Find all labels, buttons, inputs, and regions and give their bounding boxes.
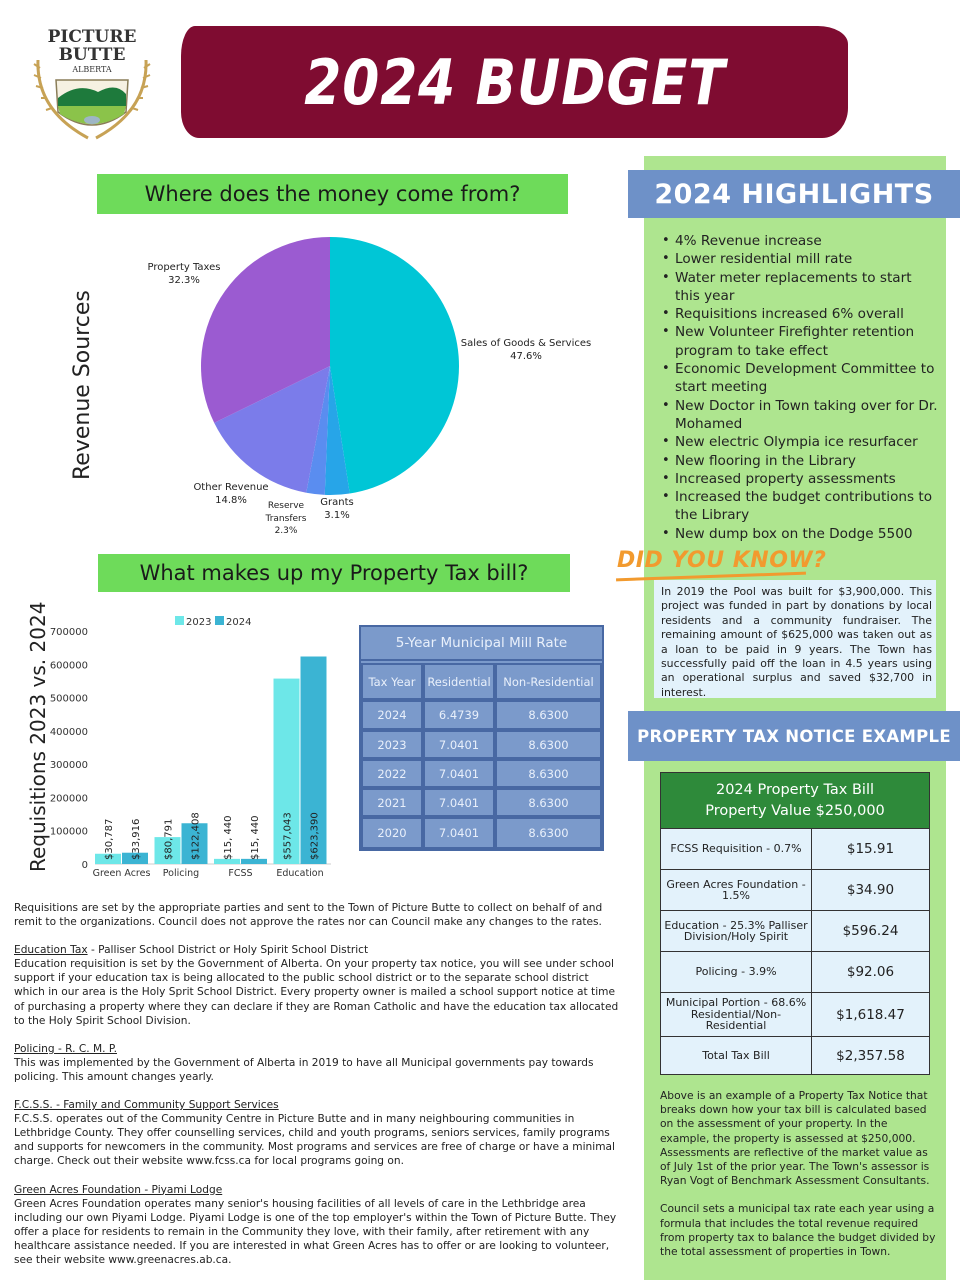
highlight-item: • Increased the budget contributions to the Library: [660, 488, 940, 525]
mill-rate-title: 5-Year Municipal Mill Rate: [361, 627, 602, 661]
mill-rate-cell: 2023: [361, 730, 423, 759]
pie-label-sales: [456, 337, 596, 363]
mill-rate-cell: 8.6300: [495, 817, 602, 849]
x-category-label: Policing: [162, 868, 200, 879]
mill-rate-cell: 2022: [361, 759, 423, 788]
tax-bill-row: [660, 993, 930, 1037]
education-section: [14, 943, 620, 1028]
tax-bill-row-label: Education - 25.3% Palliser Division/Holy Spirit: [661, 911, 812, 951]
x-category-label: Education: [276, 868, 324, 879]
green-acres-text: Green Acres Foundation operates many senior's housing facilities of all levels of care in the Lethbridge area including our own Piyami Lodge. Piyami Lodge is one of the top employer's within the Town of Picture Butte. They offer a place for residents to remain in the Community they love, with their family, after retirement with any healthcare assistance needed. If you are interested in what Green Acres has to offer or are looking to volunteer, see their website www.greenacres.ab.ca.: [14, 1197, 617, 1266]
highlights-list: [660, 232, 940, 543]
tax-bill-row: [660, 829, 930, 870]
did-you-know-title: DID YOU KNOW?: [617, 548, 827, 573]
tax-bill-row-amount: $15.91: [812, 829, 929, 869]
highlights-heading: 2024 HIGHLIGHTS: [628, 170, 960, 218]
tax-notice-note-2: Council sets a municipal tax rate each year using a formula that includes the total revenue required from property tax to balance the budget divided by the total assessment of properties in Town.: [660, 1202, 936, 1259]
x-category-label: Green Acres: [92, 868, 151, 879]
town-logo: [28, 20, 156, 142]
bar-value-label: $122,408: [190, 812, 202, 860]
highlight-item: • New Volunteer Firefighter retention program to take effect: [660, 323, 940, 360]
tax-bill-row-amount: $596.24: [812, 911, 929, 951]
revenue-pie-chart: [190, 226, 470, 506]
mill-rate-cell: 7.0401: [423, 730, 495, 759]
mill-rate-cell: 8.6300: [495, 730, 602, 759]
requisitions-bar-chart: [40, 608, 340, 883]
y-tick-label: 0: [81, 860, 88, 871]
tax-bill-row-label: FCSS Requisition - 0.7%: [661, 829, 812, 869]
pie-slice-sales-of-goods-services: [330, 237, 459, 493]
highlight-item: • New flooring in the Library: [660, 452, 940, 470]
y-tick-label: 100000: [49, 826, 88, 838]
requisitions-side-label: Requisitions 2023 vs. 2024: [26, 601, 50, 872]
legend-swatch-2024: [215, 616, 224, 625]
pie-label-property-taxes-value: 32.3%: [168, 275, 200, 286]
fcss-text: F.C.S.S. operates out of the Community Centre in Picture Butte and in many neighbouring communities in Lethbridge County. They offer counselling services, child and youth programs, seniors services, family programs and supports for newcomers in the community. Most programs and services are free of charge or have a minimal charge. Check out their website www.fcss.ca for local programs going on.: [14, 1113, 615, 1168]
y-tick-label: 700000: [49, 627, 88, 638]
tax-bill-row-amount: $1,618.47: [812, 993, 929, 1036]
policing-title: Policing - R. C. M. P.: [14, 1042, 117, 1055]
revenue-heading: Where does the money come from?: [97, 174, 568, 214]
logo-text-alberta: ALBERTA: [72, 65, 112, 74]
highlight-item: • New dump box on the Dodge 5500: [660, 525, 940, 543]
page-title: 2024 BUDGET: [303, 45, 726, 119]
pie-label-other-value: 14.8%: [215, 495, 247, 506]
tax-bill-row: [660, 952, 930, 993]
tax-bill-total-label: Total Tax Bill: [661, 1037, 812, 1074]
mill-rate-cell: 8.6300: [495, 788, 602, 817]
highlight-item: • New electric Olympia ice resurfacer: [660, 433, 940, 451]
tax-notice-explanation: [660, 1089, 936, 1259]
bar-value-label: $557,043: [282, 812, 294, 860]
mill-rate-cell: 7.0401: [423, 817, 495, 849]
tax-bill-row-label: Policing - 3.9%: [661, 952, 812, 992]
y-tick-label: 400000: [49, 726, 88, 738]
legend-label-2024: 2024: [226, 617, 252, 628]
pie-label-reserve-transfers: [261, 500, 311, 538]
tax-notice-note-1: Above is an example of a Property Tax Notice that breaks down how your tax bill is calculated based on the assessment of your property. In the example, the property is assessed at $250,000. Assessments are reflective of the market value as of July 1st of the prior year. The Town's assessor is Ryan Vogt of Benchmark Assessment Consultants.: [660, 1089, 930, 1188]
pie-label-grants-value: 3.1%: [324, 510, 350, 521]
mill-rate-cell: 2020: [361, 817, 423, 849]
highlight-item: • Water meter replacements to start this year: [660, 269, 940, 306]
legend-swatch-2023: [175, 616, 184, 625]
tax-notice-heading: PROPERTY TAX NOTICE EXAMPLE: [628, 711, 960, 761]
y-tick-label: 500000: [49, 693, 88, 705]
bar-value-label: $15, 440: [223, 815, 234, 860]
tax-bill-row-label: Municipal Portion - 68.6% Residential/Non-Residential: [661, 993, 812, 1036]
bar-value-label: $623,390: [309, 812, 321, 860]
tax-bill-row: [660, 870, 930, 911]
tax-bill-total-amount: $2,357.58: [812, 1037, 929, 1074]
mill-rate-cell: 6.4739: [423, 700, 495, 730]
title-banner: [181, 26, 848, 138]
pie-label-reserve-name: Reserve Transfers: [265, 501, 307, 524]
green-acres-section: [14, 1183, 620, 1268]
pie-label-sales-name: Sales of Goods & Services: [460, 338, 592, 349]
mill-rate-cell: 8.6300: [495, 759, 602, 788]
requisitions-explanation: [14, 901, 620, 1281]
highlight-item: • Economic Development Committee to start meeting: [660, 360, 940, 397]
highlight-item: • Increased property assessments: [660, 470, 940, 488]
highlight-item: • New Doctor in Town taking over for Dr. Mohamed: [660, 397, 940, 434]
logo-text-butte: BUTTE: [58, 45, 126, 65]
mill-rate-cell: 8.6300: [495, 700, 602, 730]
tax-bill-row-label: Green Acres Foundation - 1.5%: [661, 870, 812, 910]
bar-value-label: $30,787: [104, 818, 115, 860]
x-category-label: FCSS: [228, 868, 253, 879]
tax-bill-row-amount: $92.06: [812, 952, 929, 992]
revenue-side-label: Revenue Sources: [70, 290, 95, 480]
intro-paragraph: Requisitions are set by the appropriate parties and sent to the Town of Picture Butte to collect on behalf of and remit to the organizations. Council does not approve the rates nor can Council make any changes to the rates.: [14, 902, 603, 929]
fcss-title: F.C.S.S. - Family and Community Support Services: [14, 1099, 279, 1112]
bar-value-label: $15, 440: [250, 815, 261, 860]
pie-label-grants: [312, 496, 362, 522]
mill-rate-cell: 7.0401: [423, 788, 495, 817]
green-acres-title: Green Acres Foundation - Piyami Lodge: [14, 1183, 223, 1196]
tax-bill-property-value: Property Value $250,000: [705, 803, 885, 819]
logo-text-picture: PICTURE: [47, 27, 137, 47]
tax-bill-total-row: [660, 1037, 930, 1075]
mill-rate-cell: 2024: [361, 700, 423, 730]
pie-label-sales-value: 47.6%: [510, 351, 542, 362]
tax-bill-row: [660, 911, 930, 952]
y-tick-label: 200000: [49, 793, 88, 805]
y-tick-label: 300000: [49, 760, 88, 772]
mill-rate-cell: 2021: [361, 788, 423, 817]
mill-rate-header: Non-Residential: [495, 663, 602, 700]
legend-label-2023: 2023: [186, 617, 212, 628]
policing-text: This was implemented by the Government of Alberta in 2019 to have all Municipal governments pay towards policing. This amount changes yearly.: [14, 1056, 594, 1083]
did-you-know-text: In 2019 the Pool was built for $3,900,000. This project was funded in part by donations by local residents and a community fundraiser. The remaining amount of $625,000 was taken out as a loan to be paid in 9 years. The Town has successfully paid off the loan in 4.5 years using an operational surplus and saved $32,700 in interest.: [654, 580, 936, 698]
education-text: Education requisition is set by the Government of Alberta. On your property tax notice, you will see under school support if your education tax is being allocated to the public school district or to the separate school district which in our area is the Holy Sprit School District. Every property owner is mailed a school support notice at time of purchasing a property where they can declare if they are Roman Catholic and have the education tax allocated to the Holy Spirit School Division.: [14, 958, 619, 1027]
pie-label-property-taxes-name: Property Taxes: [147, 262, 221, 273]
tax-bill-table-header: [660, 772, 930, 829]
pie-label-other-name: Other Revenue: [193, 482, 269, 493]
education-title: Education Tax: [14, 944, 88, 957]
education-subtitle: - Palliser School District or Holy Spirit School District: [87, 944, 369, 957]
bar-value-label: $33,916: [131, 818, 142, 860]
highlight-item: • 4% Revenue increase: [660, 232, 940, 250]
property-tax-heading: What makes up my Property Tax bill?: [98, 554, 570, 592]
tax-bill-row-amount: $34.90: [812, 870, 929, 910]
pie-label-grants-name: Grants: [320, 497, 354, 508]
pie-label-reserve-value: 2.3%: [274, 526, 298, 536]
pie-label-property-taxes: [140, 261, 228, 287]
tax-bill-title: 2024 Property Tax Bill: [715, 782, 875, 798]
bar-value-label: $80,791: [163, 818, 175, 860]
y-tick-label: 600000: [49, 660, 88, 672]
highlight-item: • Lower residential mill rate: [660, 250, 940, 268]
fcss-section: [14, 1098, 620, 1168]
mill-rate-cell: 7.0401: [423, 759, 495, 788]
highlight-item: • Requisitions increased 6% overall: [660, 305, 940, 323]
mill-rate-header: Tax Year: [361, 663, 423, 700]
policing-section: [14, 1042, 620, 1084]
mill-rate-header: Residential: [423, 663, 495, 700]
